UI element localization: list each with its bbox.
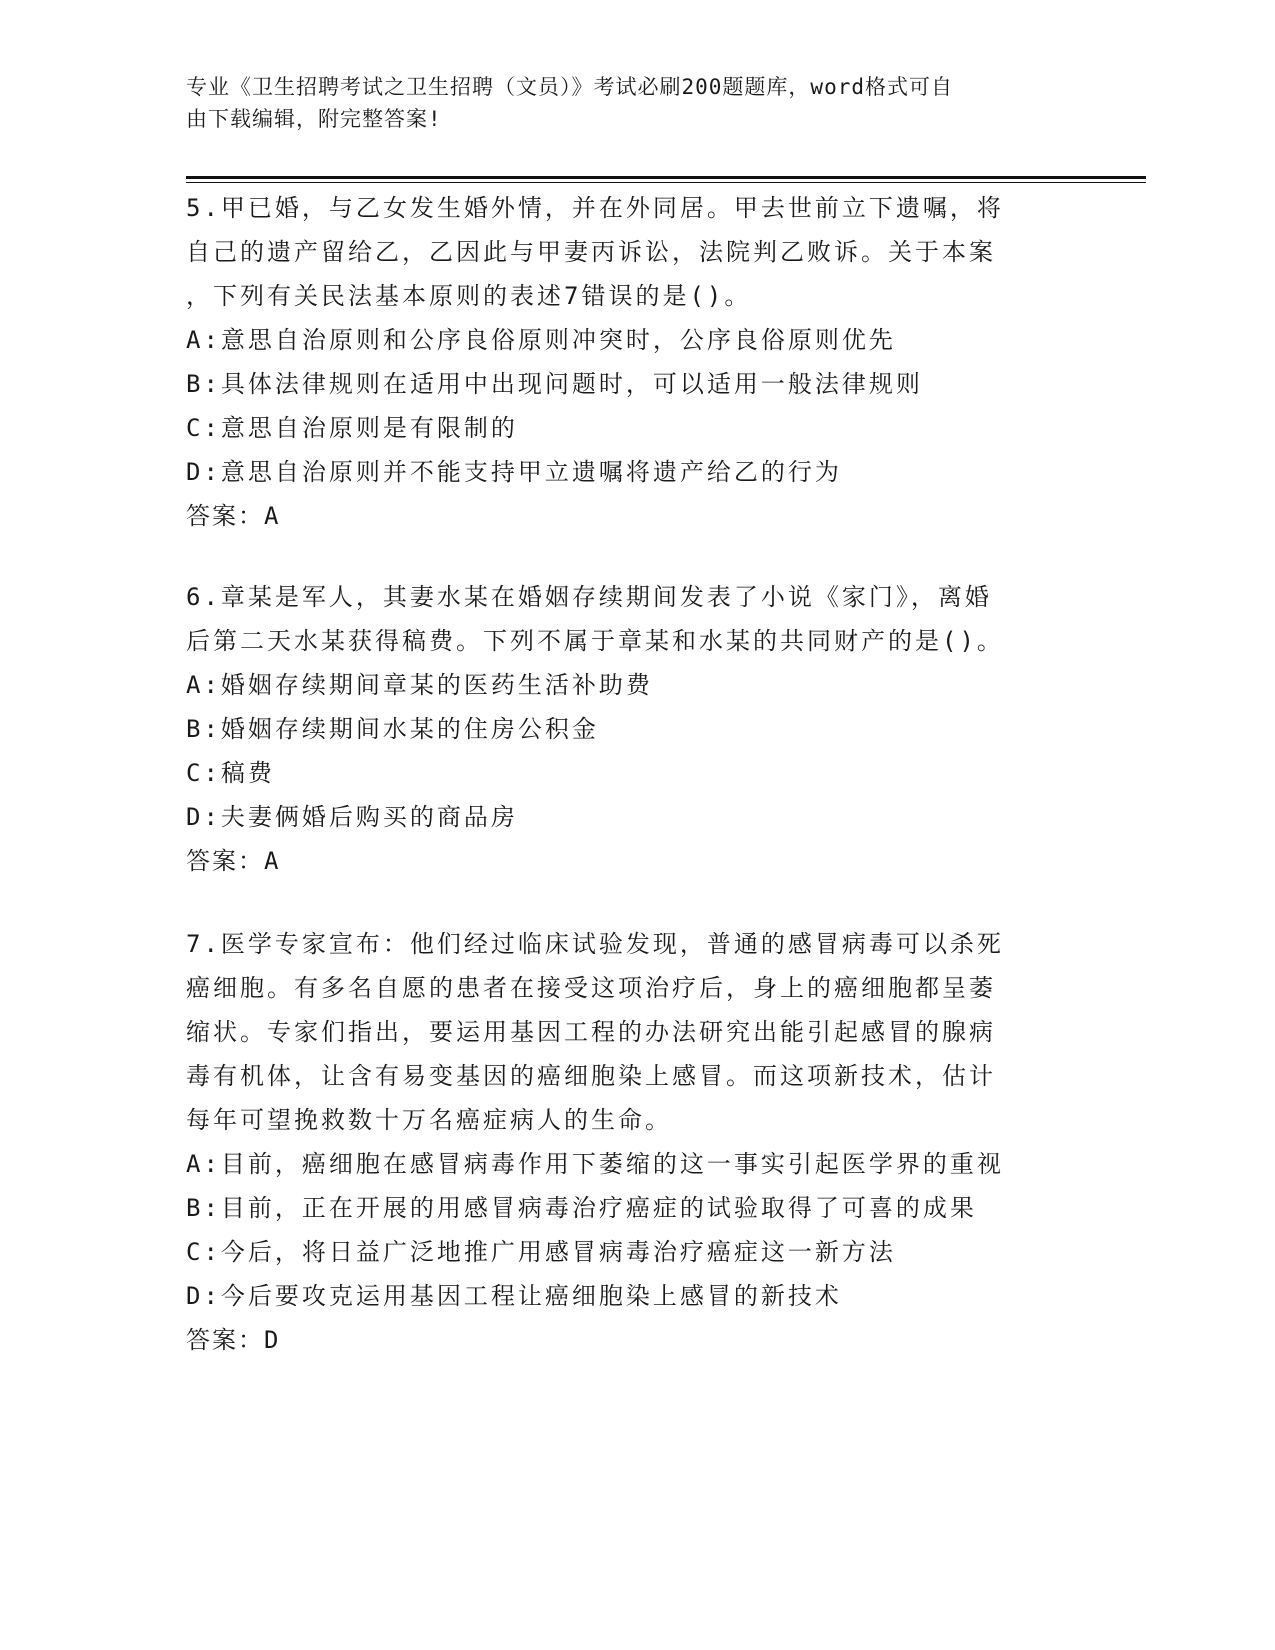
option-c: C:意思自治原则是有限制的 (186, 414, 518, 442)
answer-value: A (264, 847, 281, 875)
option-c: C:今后，将日益广泛地推广用感冒病毒治疗癌症这一新方法 (186, 1238, 896, 1266)
question-stem (186, 922, 1066, 1142)
option-d: D:夫妻俩婚后购买的商品房 (186, 803, 518, 831)
option-a: A:目前，癌细胞在感冒病毒作用下萎缩的这一事实引起医学界的重视 (186, 1150, 1004, 1178)
header-divider-thick (186, 176, 1146, 179)
option-d: D:意思自治原则并不能支持甲立遗嘱将遗产给乙的行为 (186, 458, 842, 486)
question-7 (186, 922, 1066, 1362)
option-a: A:婚姻存续期间章某的医药生活补助费 (186, 671, 653, 699)
stem-line: 毒有机体，让含有易变基因的癌细胞染上感冒。而这项新技术，估计 (186, 1062, 996, 1090)
question-6 (186, 575, 1066, 883)
option-b: B:目前，正在开展的用感冒病毒治疗癌症的试验取得了可喜的成果 (186, 1194, 977, 1222)
stem-line: ，下列有关民法基本原则的表述7错误的是()。 (186, 282, 752, 310)
stem-line: 7.医学专家宣布：他们经过临床试验发现，普通的感冒病毒可以杀死 (186, 930, 1004, 958)
option-b: B:具体法律规则在适用中出现问题时，可以适用一般法律规则 (186, 370, 923, 398)
answer-label: 答案： (186, 502, 264, 530)
option-c: C:稿费 (186, 759, 275, 787)
document-header (186, 71, 1066, 135)
question-stem (186, 186, 1066, 318)
stem-line: 每年可望挽救数十万名癌症病人的生命。 (186, 1106, 672, 1134)
stem-line: 6.章某是军人，其妻水某在婚姻存续期间发表了小说《家门》，离婚 (186, 583, 992, 611)
stem-line: 缩状。专家们指出，要运用基因工程的办法研究出能引起感冒的腺病 (186, 1018, 996, 1046)
option-a: A:意思自治原则和公序良俗原则冲突时，公序良俗原则优先 (186, 326, 896, 354)
option-b: B:婚姻存续期间水某的住房公积金 (186, 715, 599, 743)
header-line-1: 专业《卫生招聘考试之卫生招聘（文员）》考试必刷200题题库，word格式可自 (186, 75, 953, 99)
question-5 (186, 186, 1066, 538)
answer-value: D (264, 1326, 281, 1354)
answer-line (186, 839, 1066, 883)
answer-label: 答案： (186, 1326, 264, 1354)
stem-line: 自己的遗产留给乙，乙因此与甲妻丙诉讼，法院判乙败诉。关于本案 (186, 238, 996, 266)
header-divider-thin (186, 182, 1146, 183)
answer-value: A (264, 502, 281, 530)
option-d: D:今后要攻克运用基因工程让癌细胞染上感冒的新技术 (186, 1282, 842, 1310)
header-line-2: 由下载编辑，附完整答案! (186, 107, 442, 131)
answer-line (186, 1318, 1066, 1362)
answer-label: 答案： (186, 847, 264, 875)
stem-line: 5.甲已婚，与乙女发生婚外情，并在外同居。甲去世前立下遗嘱，将 (186, 194, 1004, 222)
stem-line: 后第二天水某获得稿费。下列不属于章某和水某的共同财产的是()。 (186, 627, 1004, 655)
question-stem (186, 575, 1066, 663)
stem-line: 癌细胞。有多名自愿的患者在接受这项治疗后，身上的癌细胞都呈萎 (186, 974, 996, 1002)
answer-line (186, 494, 1066, 538)
